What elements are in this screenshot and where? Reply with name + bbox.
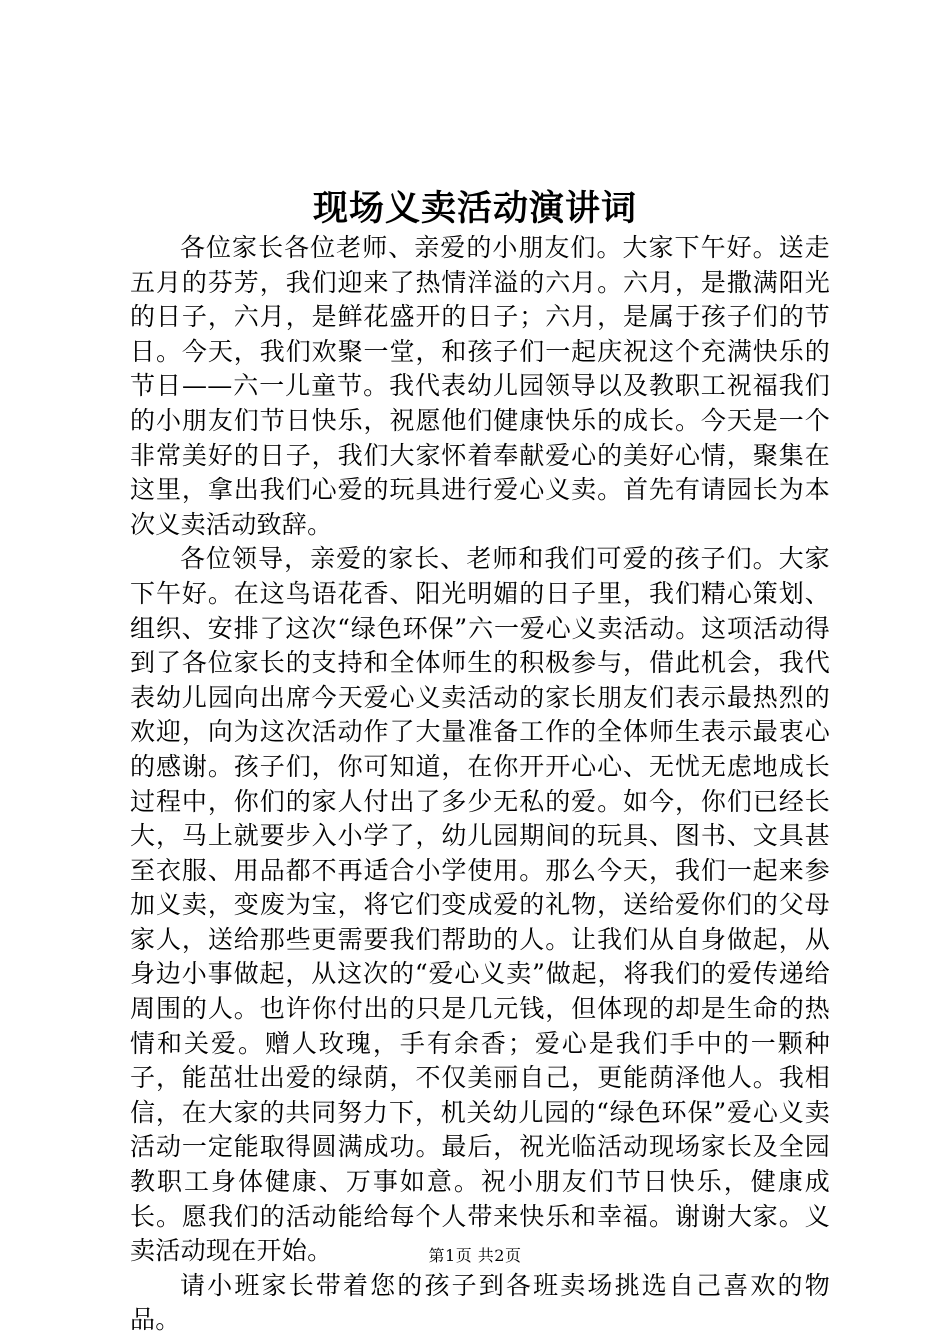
document-body bbox=[130, 231, 830, 1338]
paragraph-closing: 请小班家长带着您的孩子到各班卖场挑选自己喜欢的物品。 bbox=[130, 1270, 830, 1335]
paragraph-opening: 各位家长各位老师、亲爱的小朋友们。大家下午好。送走五月的芬芳，我们迎来了热情洋溢的六月。六月，是撒满阳光的日子，六月，是鲜花盛开的日子；六月，是属于孩子们的节日。今天，我们欢聚一堂，和孩子们一起庆祝这个充满快乐的节日——六一儿童节。我代表幼儿园领导以及教职工祝福我们的小朋友们节日快乐，祝愿他们健康快乐的成长。今天是一个非常美好的日子，我们大家怀着奉献爱心的美好心情，聚集在这里，拿出我们心爱的玩具进行爱心义卖。首先有请园长为本次义卖活动致辞。 bbox=[130, 233, 830, 539]
page-footer: 第1页 共2页 bbox=[428, 1246, 522, 1265]
paragraph-speech: 各位领导，亲爱的家长、老师和我们可爱的孩子们。大家下午好。在这鸟语花香、阳光明媚的日子里，我们精心策划、组织、安排了这次“绿色环保”六一爱心义卖活动。这项活动得到了各位家长的支持和全体师生的积极参与，借此机会，我代表幼儿园向出席今天爱心义卖活动的家长朋友们表示最热烈的欢迎，向为这次活动作了大量准备工作的全体师生表示最衷心的感谢。孩子们，你可知道，在你开开心心、无忧无虑地成长过程中，你们的家人付出了多少无私的爱。如今，你们已经长大，马上就要步入小学了，幼儿园期间的玩具、图书、文具甚至衣服、用品都不再适合小学使用。那么今天，我们一起来参加义卖，变废为宝，将它们变成爱的礼物，送给爱你们的父母家人，送给那些更需要我们帮助的人。让我们从自身做起，从身边小事做起，从这次的“爱心义卖”做起，将我们的爱传递给周围的人。也许你付出的只是几元钱，但体现的却是生命的热情和关爱。赠人玫瑰，手有余香；爱心是我们手中的一颗种子，能茁壮出爱的绿荫，不仅美丽自己，更能荫泽他人。我相信，在大家的共同努力下，机关幼儿园的“绿色环保”爱心义卖活动一定能取得圆满成功。最后，祝光临活动现场家长及全园教职工身体健康、万事如意。祝小朋友们节日快乐，健康成长。愿我们的活动能给每个人带来快乐和幸福。谢谢大家。义卖活动现在开始。 bbox=[130, 544, 830, 1266]
document-title: 现场义卖活动演讲词 bbox=[312, 188, 637, 229]
